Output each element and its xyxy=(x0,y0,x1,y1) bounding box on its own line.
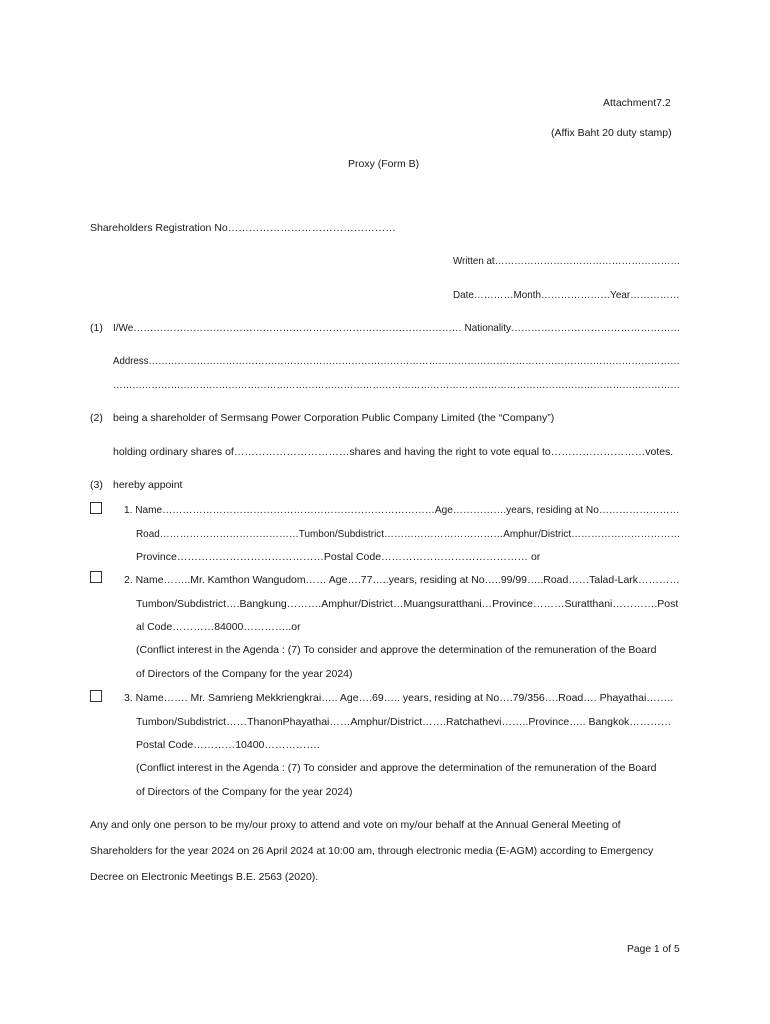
attachment-label: Attachment7.2 xyxy=(603,97,671,109)
item-3-number: (3) xyxy=(90,479,103,491)
form-title: Proxy (Form B) xyxy=(348,158,420,170)
proxy-2-postal-line: al Code…………84000…………..or xyxy=(136,621,301,633)
written-at-field[interactable]: Written at………………………………………………… xyxy=(453,255,681,267)
item-1-number: (1) xyxy=(90,322,103,334)
proxy-3-conflict-note-continued: of Directors of the Company for the year 2024) xyxy=(136,786,353,798)
proxy-1-name-field[interactable]: 1. Name………………………………………………………………………Age…………….years, residing at No…………………… xyxy=(124,504,680,516)
proxy-3-conflict-note: (Conflict interest in the Agenda : (7) To consider and approve the determination of the remuneration of the Board xyxy=(136,762,657,774)
proxy-1-checkbox[interactable] xyxy=(90,502,102,514)
proxy-1-road-field[interactable]: Road……………………………………Tumbon/Subdistrict………………………………Amphur/District…………………………… xyxy=(136,528,681,540)
page-number: Page 1 of 5 xyxy=(627,943,680,955)
address-field[interactable]: Address………………………………………………………………………………………………………………………………………………… xyxy=(113,355,680,367)
duty-stamp-note: (Affix Baht 20 duty stamp) xyxy=(551,127,672,139)
shareholder-statement: being a shareholder of Sermsang Power Corporation Public Company Limited (the “Company”) xyxy=(113,412,555,424)
name-nationality-field[interactable]: I/We……………………………………………………………………………………… Nationality…………………………………………… xyxy=(113,322,681,334)
address-field-continued[interactable]: …………………………………………………………………………………………………………………………………………………………… xyxy=(113,379,680,391)
proxy-3-district-line: Tumbon/Subdistrict……ThanonPhayathai……Amphur/District…….Ratchathevi……..Province….. Bangkok………… xyxy=(136,716,672,728)
registration-number-field[interactable]: Shareholders Registration No………………………………………… xyxy=(90,222,396,234)
proxy-2-name-line: 2. Name……..Mr. Kamthon Wangudom…… Age….77…..years, residing at No…..99/99…..Road……Talad-Lark………… xyxy=(124,574,680,586)
proxy-3-checkbox[interactable] xyxy=(90,690,102,702)
shares-votes-field[interactable]: holding ordinary shares of……………………………shares and having the right to vote equal to………………………votes. xyxy=(113,446,674,458)
appoint-label: hereby appoint xyxy=(113,479,183,491)
proxy-3-postal-line: Postal Code…………10400……………. xyxy=(136,739,320,751)
closing-paragraph-line-3: Decree on Electronic Meetings B.E. 2563 (2020). xyxy=(90,871,319,883)
item-2-number: (2) xyxy=(90,412,103,424)
proxy-2-district-line: Tumbon/Subdistrict….Bangkung……….Amphur/District…Muangsuratthani…Province………Suratthani………….Post xyxy=(136,598,679,610)
date-field[interactable]: Date…………Month…………………Year…………… xyxy=(453,289,680,301)
closing-paragraph-line-1: Any and only one person to be my/our proxy to attend and vote on my/our behalf at the Annual General Meeting of xyxy=(90,819,621,831)
closing-paragraph-line-2: Shareholders for the year 2024 on 26 April 2024 at 10:00 am, through electronic media (E-AGM) according to Emergency xyxy=(90,845,654,857)
proxy-3-name-line: 3. Name……. Mr. Samrieng Mekkriengkrai….. Age….69….. years, residing at No….79/356….Road…. Phayathai…….. xyxy=(124,692,674,704)
proxy-2-checkbox[interactable] xyxy=(90,571,102,583)
proxy-2-conflict-note-continued: of Directors of the Company for the year 2024) xyxy=(136,668,353,680)
proxy-2-conflict-note: (Conflict interest in the Agenda : (7) To consider and approve the determination of the remuneration of the Board xyxy=(136,644,657,656)
proxy-1-province-field[interactable]: Province……………………………………Postal Code…………………………………… or xyxy=(136,551,541,563)
